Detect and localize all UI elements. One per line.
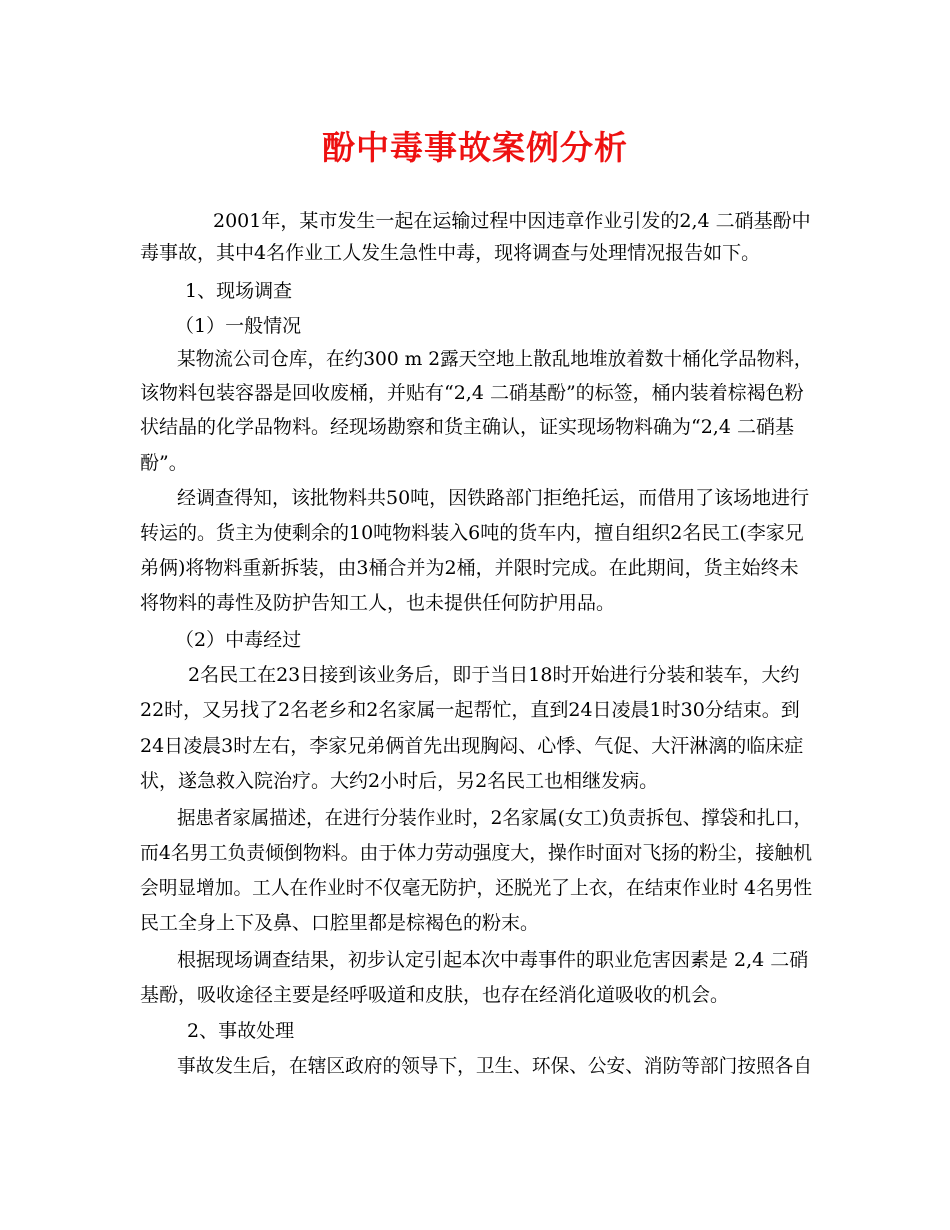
- paragraph-line: 民工全身上下及鼻、口腔里都是棕褐色的粉末。: [140, 912, 540, 934]
- paragraph-line: 某物流公司仓库，在约300 m 2露天空地上散乱地堆放着数十桶化学品物料，: [177, 348, 813, 370]
- paragraph-line: 基酚，吸收途径主要是经呼吸道和皮肤，也存在经消化道吸收的机会。: [140, 984, 730, 1006]
- paragraph-line: 弟俩)将物料重新拆装，由3桶合并为2桶，并限时完成。在此期间，货主始终未: [140, 557, 799, 579]
- paragraph-line: 状，遂急救入院治疗。大约2小时后，另2名民工也相继发病。: [140, 770, 659, 792]
- paragraph-line: 事故发生后，在辖区政府的领导下，卫生、环保、公安、消防等部门按照各自: [177, 1055, 813, 1077]
- section-heading: 2、事故处理: [187, 1020, 295, 1042]
- subsection-heading: （1）一般情况: [175, 315, 302, 337]
- paragraph-line: 而4名男工负责倾倒物料。由于体力劳动强度大，操作时面对飞扬的粉尘，接触机: [140, 842, 813, 864]
- paragraph-line: 根据现场调查结果，初步认定引起本次中毒事件的职业危害因素是 2,4 二硝: [177, 949, 809, 971]
- section-heading: 1、现场调查: [185, 280, 293, 302]
- paragraph-line: 转运的。货主为使剩余的10吨物料装入6吨的货车内，擅自组织2名民工(李家兄: [140, 522, 804, 544]
- paragraph-line: 经调查得知，该批物料共50吨，因铁路部门拒绝托运，而借用了该场地进行: [177, 487, 810, 509]
- paragraph-line: 据患者家属描述，在进行分装作业时，2名家属(女工)负责拆包、撑袋和扎口，: [177, 807, 812, 829]
- paragraph-line: 24日凌晨3时左右，李家兄弟俩首先出现胸闷、心悸、气促、大汗淋漓的临床症: [140, 735, 804, 757]
- paragraph-line: 会明显增加。工人在作业时不仅毫无防护，还脱光了上衣，在结束作业时 4名男性: [140, 877, 813, 899]
- document-title: 酚中毒事故案例分析: [322, 128, 628, 167]
- paragraph-line: 2001年，某市发生一起在运输过程中因违章作业引发的2,4 二硝基酚中: [213, 210, 811, 232]
- paragraph-line: 状结晶的化学品物料。经现场勘察和货主确认，证实现场物料确为“2,4 二硝基: [140, 416, 794, 438]
- paragraph-line: 酚”。: [140, 452, 188, 474]
- paragraph-line: 2名民工在23日接到该业务后，即于当日18时开始进行分装和装车，大约: [188, 664, 800, 686]
- subsection-heading: （2）中毒经过: [175, 629, 302, 651]
- paragraph-line: 22时，又另找了2名老乡和2名家属一起帮忙，直到24日凌晨1时30分结束。到: [140, 699, 800, 721]
- paragraph-line: 毒事故，其中4名作业工人发生急性中毒，现将调查与处理情况报告如下。: [140, 242, 761, 264]
- paragraph-line: 将物料的毒性及防护告知工人，也未提供任何防护用品。: [140, 592, 616, 614]
- paragraph-line: 该物料包装容器是回收废桶，并贴有“2,4 二硝基酚”的标签，桶内装着棕褐色粉: [140, 382, 804, 404]
